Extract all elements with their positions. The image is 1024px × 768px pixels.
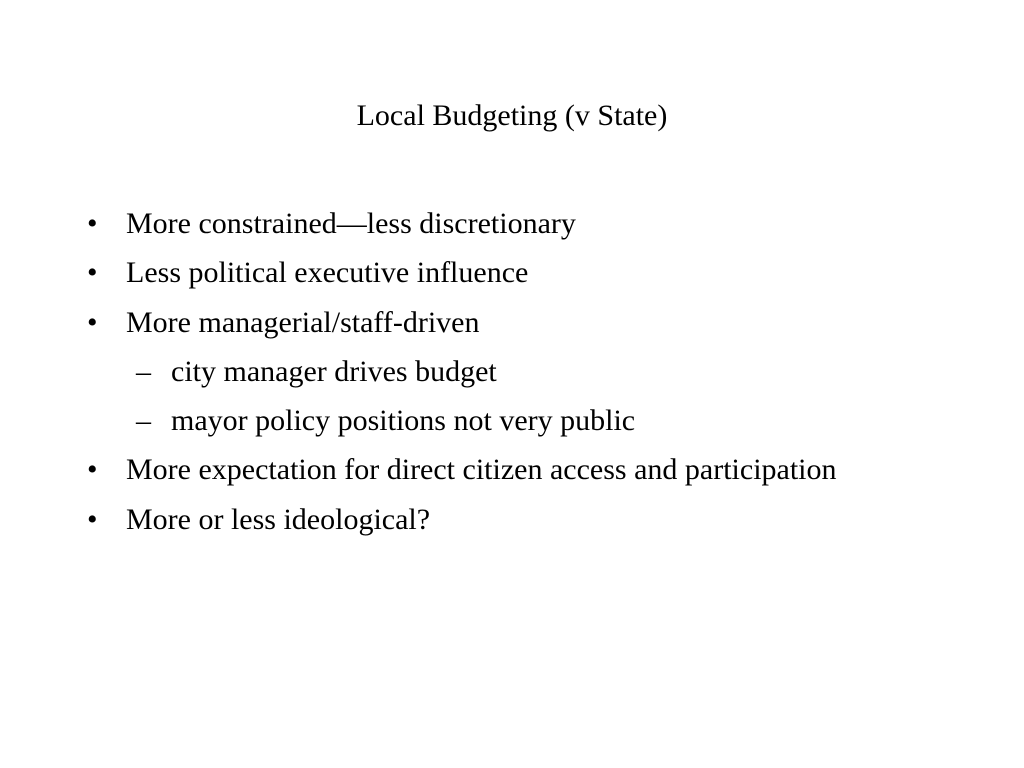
bullet-marker: • [87,502,98,536]
bullet-text: Less political executive influence [126,256,529,290]
bullet-text: More constrained—less discretionary [126,207,576,240]
slide-title: Local Budgeting (v State) [356,99,668,132]
sub-bullet-item-mayor-policy [0,403,1024,452]
sub-bullet-text: city manager drives budget [171,354,497,388]
bullet-item-less-political [0,255,1024,304]
sub-bullet-text: mayor policy positions not very public [171,404,636,438]
bullet-item-ideological [0,502,1024,551]
sub-bullet-item-city-manager [0,354,1024,403]
bullet-text: More expectation for direct citizen access and participation [126,453,837,487]
bullet-list [0,206,1024,551]
bullet-item-more-constrained [0,206,1024,255]
bullet-marker: • [87,305,98,339]
bullet-marker: • [87,207,98,240]
bullet-text: More managerial/staff-driven [126,305,480,339]
sub-bullet-marker: – [136,354,151,388]
sub-bullet-marker: – [136,404,151,438]
bullet-marker: • [87,453,98,487]
bullet-text: More or less ideological? [126,502,431,536]
bullet-item-more-managerial [0,305,1024,354]
bullet-marker: • [87,256,98,290]
bullet-item-citizen-access [0,452,1024,501]
